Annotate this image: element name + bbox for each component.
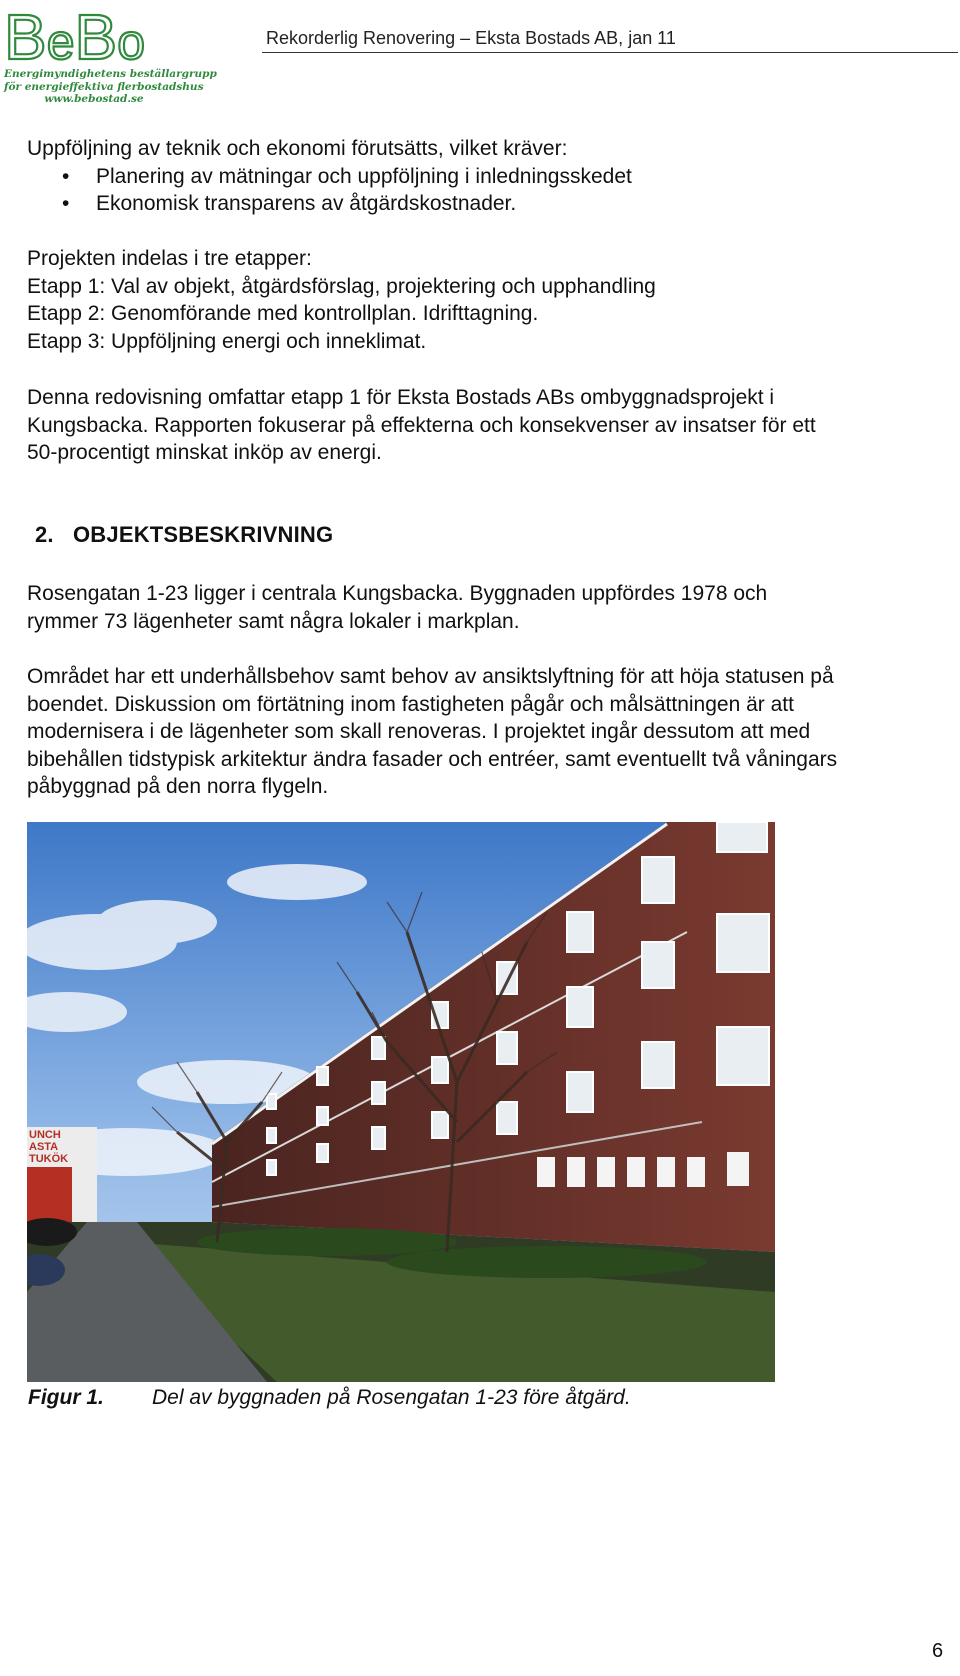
photo-sign-line: UNCH: [29, 1129, 61, 1141]
description-paragraph-2: [27, 663, 952, 801]
figure-caption: [28, 1386, 631, 1410]
page-number: 6: [932, 1640, 944, 1662]
figure-label: Figur 1.: [28, 1386, 104, 1409]
section-heading: [35, 522, 333, 548]
logo-url: www.bebostad.se: [44, 93, 144, 105]
logo-subtitle-line-1: Energimyndighetens beställargrupp: [4, 68, 217, 80]
list-item: • Ekonomisk transparens av åtgärdskostnader.: [62, 192, 517, 215]
header-divider: [262, 52, 958, 53]
section-title: OBJEKTSBESKRIVNING: [73, 522, 334, 547]
description-line: Området har ett underhållsbehov samt behov av ansiktslyftning för att höja statusen på: [27, 665, 834, 688]
scope-line: Kungsbacka. Rapporten fokuserar på effekterna och konsekvenser av insatser för ett: [27, 413, 816, 437]
description-line: modernisera i de lägenheter som skall renoveras. I projektet ingår dessutom att med: [27, 720, 811, 743]
description-line: påbyggnad på den norra flygeln.: [27, 775, 329, 798]
scope-line: Denna redovisning omfattar etapp 1 för Eksta Bostads ABs ombyggnadsprojekt i: [27, 386, 775, 409]
section-number: 2.: [35, 522, 54, 547]
figure-caption-text: Del av byggnaden på Rosengatan 1-23 före åtgärd.: [152, 1386, 631, 1409]
intro-line: Uppföljning av teknik och ekonomi förutsätts, vilket kräver:: [27, 137, 568, 160]
description-line: boendet. Diskussion om förtätning inom fastigheten pågår och målsättningen är att: [27, 692, 794, 716]
stages-line: Etapp 2: Genomförande med kontrollplan. Idrifttagning.: [27, 302, 539, 325]
stages-line: Etapp 3: Uppföljning energi och inneklimat.: [27, 329, 427, 353]
running-header-title: Rekorderlig Renovering – Eksta Bostads AB, jan 11: [266, 28, 676, 48]
stages-line: Projekten indelas i tre etapper:: [27, 247, 312, 270]
intro-paragraph: [27, 135, 952, 163]
description-line: bibehållen tidstypisk arkitektur ändra fasader och entréer, samt eventuellt två våningars: [27, 747, 838, 771]
description-line: Rosengatan 1-23 ligger i centrala Kungsbacka. Byggnaden uppfördes 1978 och: [27, 582, 768, 605]
photo-sign-line: ASTA: [29, 1141, 59, 1153]
description-paragraph-1: [27, 580, 952, 635]
stages-line: Etapp 1: Val av objekt, åtgärdsförslag, projektering och upphandling: [27, 274, 656, 298]
stages-paragraph: [27, 245, 952, 355]
intro-bullet-list: [62, 163, 632, 218]
logo-subtitle-line-2: för energieffektiva flerbostadshus: [4, 80, 204, 93]
photo-sign-line: TUKÖK: [29, 1153, 69, 1165]
building-photo-illustration: [27, 822, 775, 1382]
scope-paragraph: [27, 384, 952, 467]
scope-line: 50-procentigt minskat inköp av energi.: [27, 441, 382, 464]
list-item: • Planering av mätningar och uppföljning i inledningsskedet: [62, 164, 632, 188]
bebo-logo: [4, 1, 217, 108]
bebo-logo-mark: B e B o: [4, 1, 145, 73]
description-line: rymmer 73 lägenheter samt några lokaler i markplan.: [27, 609, 520, 633]
building-photo: [27, 822, 775, 1382]
